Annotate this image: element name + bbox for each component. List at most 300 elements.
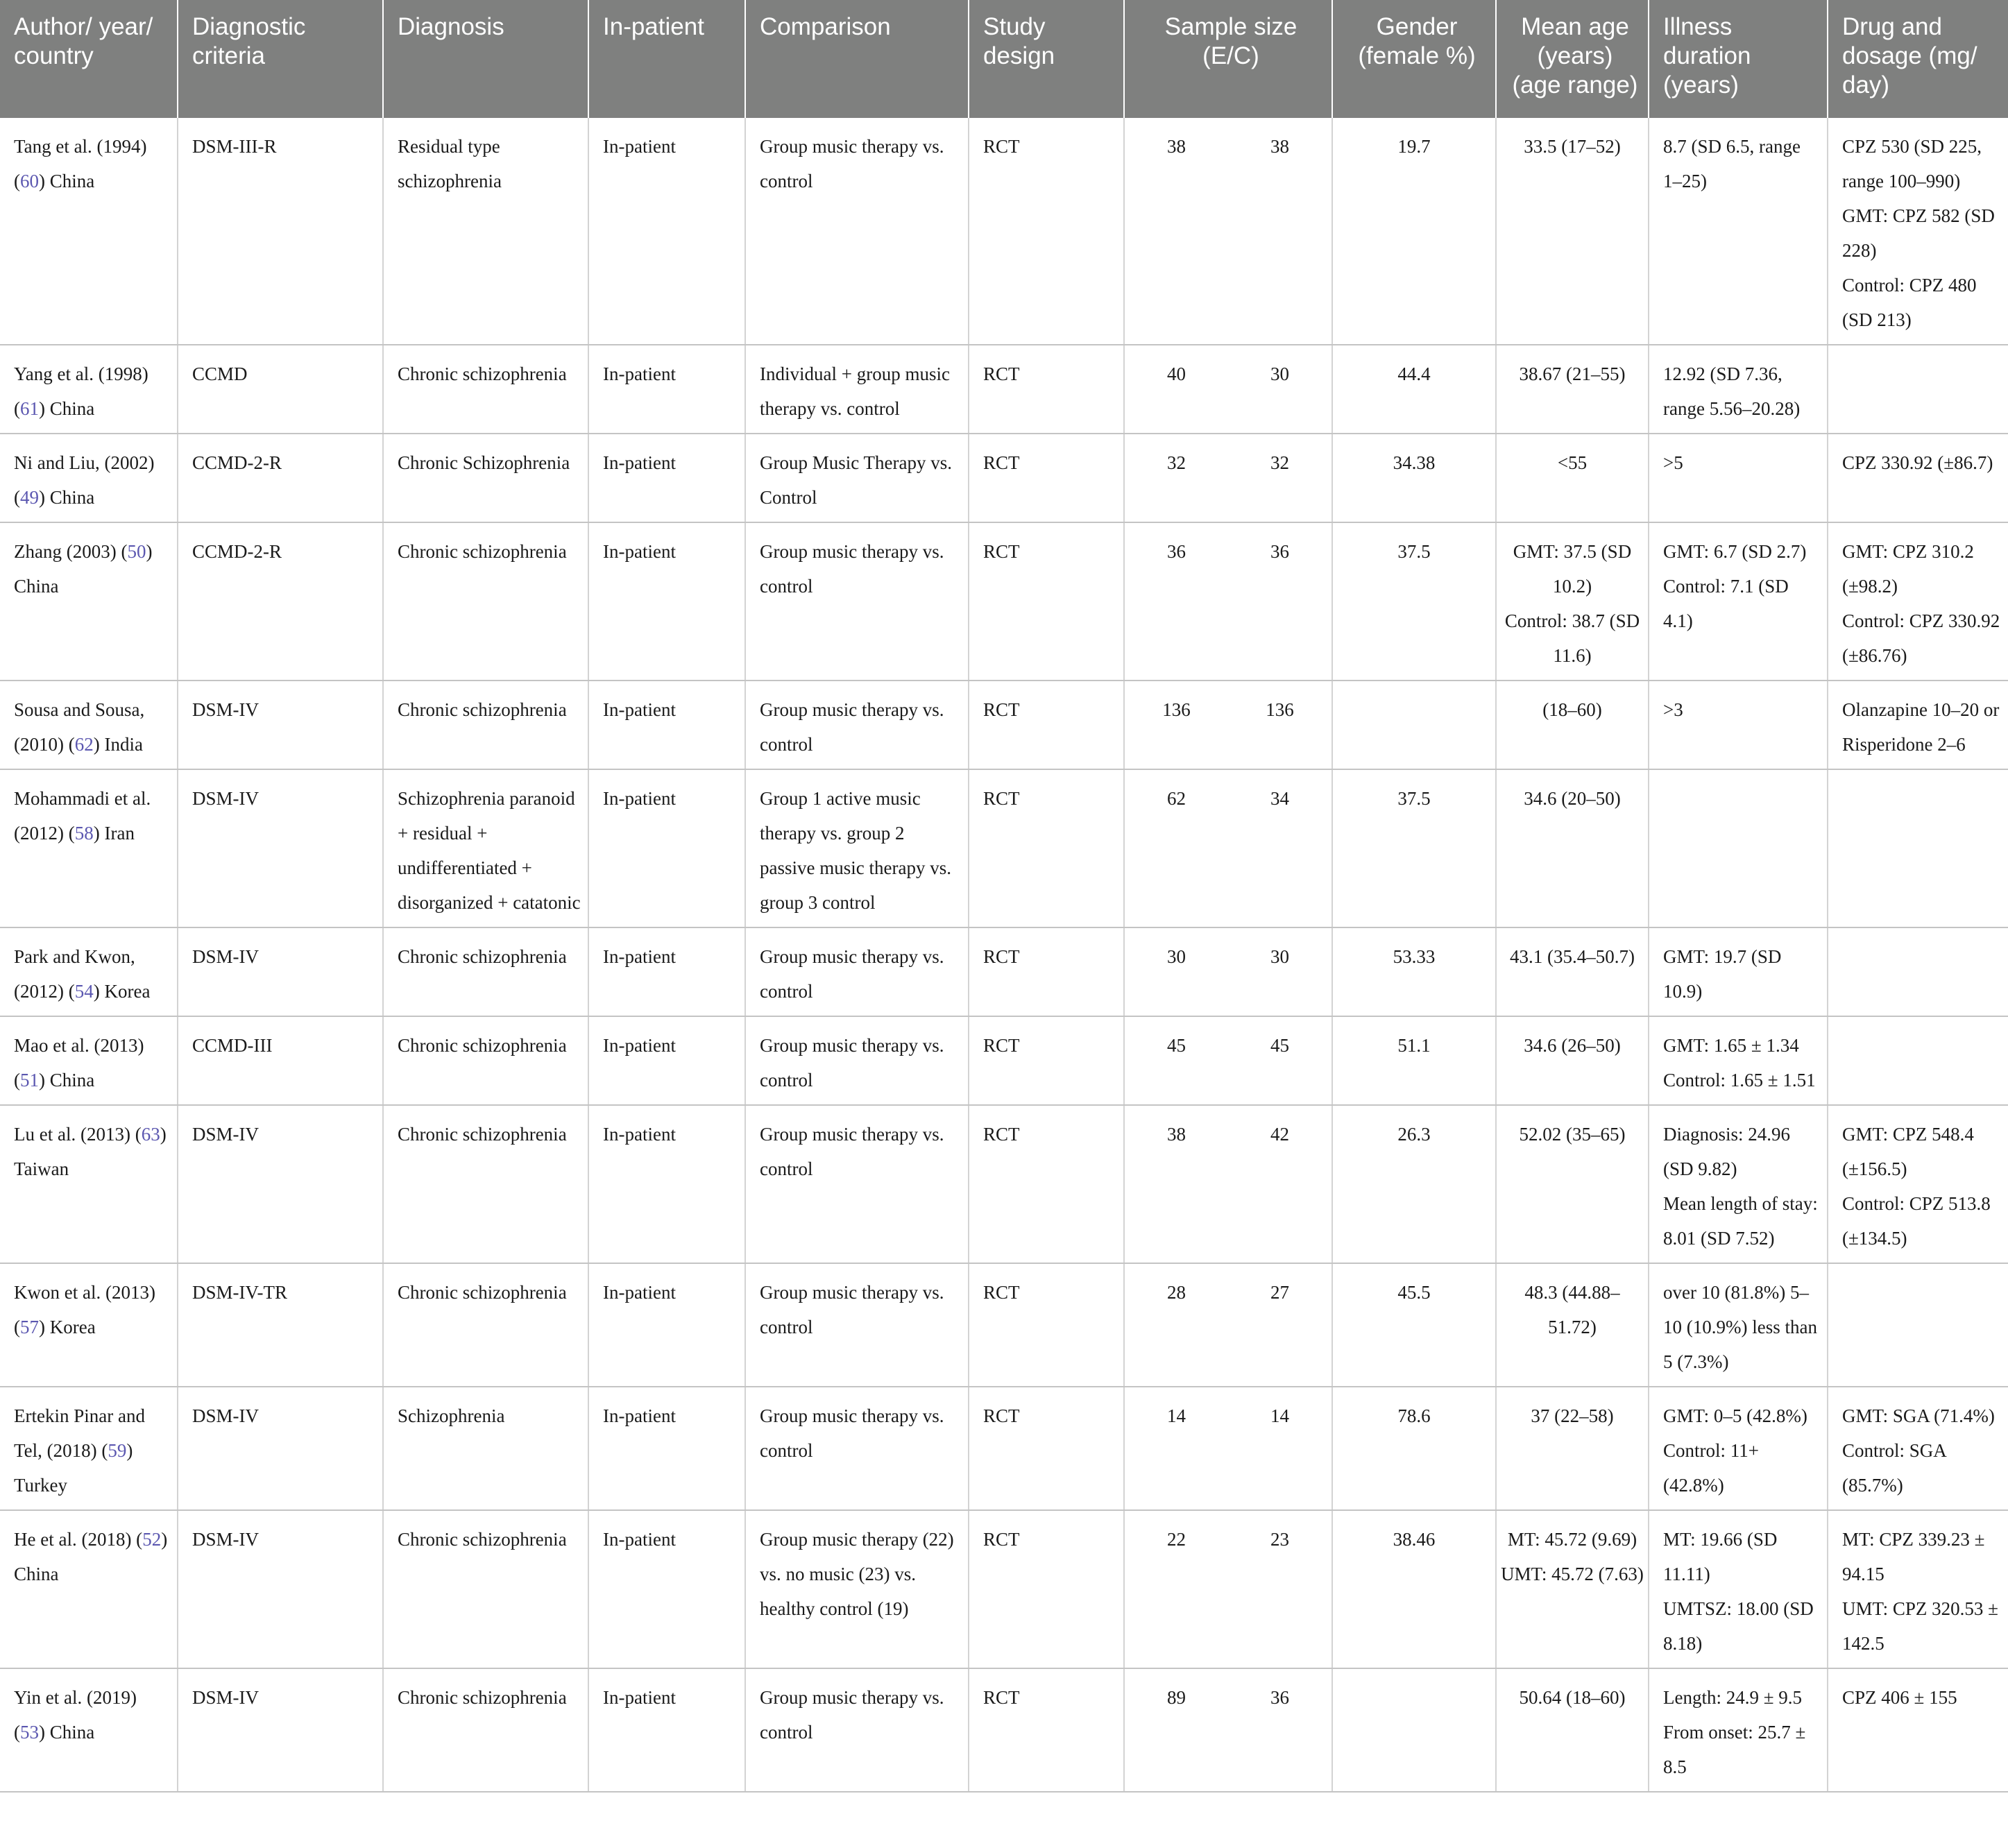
drug-cell: [1828, 1263, 2008, 1387]
study-design-text: RCT: [983, 1124, 1020, 1145]
diagnostic-criteria: DSM-IV: [192, 946, 259, 967]
sample-size-control: 38: [1270, 136, 1289, 157]
design-cell: [969, 434, 1124, 522]
inpatient-cell: [588, 1105, 745, 1263]
gender-cell: [1332, 1263, 1496, 1387]
author-country: ) Korea: [93, 981, 151, 1002]
table-row: [0, 345, 2008, 434]
drug-cell: [1828, 1387, 2008, 1510]
author-cell: [0, 345, 178, 434]
diagnosis-cell: [383, 1016, 588, 1105]
reference-number: 61: [20, 398, 39, 419]
author-cell: [0, 434, 178, 522]
comparison-cell: [745, 1263, 969, 1387]
author-cell: [0, 1668, 178, 1792]
study-design-text: RCT: [983, 946, 1020, 967]
drug-dosage-line: Control: SGA (85.7%): [1842, 1440, 1946, 1496]
age-cell: [1496, 522, 1649, 681]
author-country: ) Korea: [39, 1317, 96, 1337]
comparison-cell: [745, 927, 969, 1016]
comparison-cell: [745, 1016, 969, 1105]
inpatient-text: In-patient: [603, 1124, 676, 1145]
age-cell: [1496, 434, 1649, 522]
sample-c-cell: [1228, 345, 1332, 434]
author-text: Park and Kwon, (2012) (: [14, 946, 135, 1002]
drug-dosage-line: Control: CPZ 330.92 (±86.76): [1842, 610, 2000, 666]
sample-c-cell: [1228, 1016, 1332, 1105]
comparison-text: Individual + group music therapy vs. control: [760, 363, 950, 419]
header-sample-size: Sample size (E/C): [1124, 0, 1332, 118]
diagnostic-criteria: DSM-IV: [192, 699, 259, 720]
reference-number: 49: [20, 487, 39, 508]
illness-duration-line: >5: [1663, 452, 1683, 473]
age-cell: [1496, 1105, 1649, 1263]
inpatient-cell: [588, 927, 745, 1016]
inpatient-cell: [588, 434, 745, 522]
header-author: Author/ year/ country: [0, 0, 178, 118]
author-country: ) India: [93, 734, 143, 755]
inpatient-text: In-patient: [603, 1405, 676, 1426]
sample-size-control: 136: [1266, 699, 1294, 720]
illness-duration-line: over 10 (81.8%) 5–10 (10.9%) less than 5 (7.3%): [1663, 1282, 1817, 1372]
author-text: Mohammadi et al. (2012) (: [14, 788, 151, 844]
illness-duration-line: GMT: 6.7 (SD 2.7): [1663, 541, 1807, 562]
diagnostic-criteria: DSM-IV-TR: [192, 1282, 288, 1303]
gender-cell: [1332, 434, 1496, 522]
header-gender: Gender (female %): [1332, 0, 1496, 118]
inpatient-text: In-patient: [603, 541, 676, 562]
illness-duration-line: Length: 24.9 ± 9.5: [1663, 1687, 1803, 1708]
sample-size-control: 14: [1270, 1405, 1289, 1426]
sample-size-experimental: 22: [1167, 1529, 1186, 1550]
reference-number: 51: [20, 1070, 39, 1090]
duration-cell: [1649, 769, 1828, 927]
age-cell: [1496, 927, 1649, 1016]
sample-c-cell: [1228, 1510, 1332, 1668]
sample-size-experimental: 36: [1167, 541, 1186, 562]
comparison-cell: [745, 769, 969, 927]
study-design-text: RCT: [983, 1282, 1020, 1303]
sample-size-control: 30: [1270, 363, 1289, 384]
drug-cell: [1828, 434, 2008, 522]
gender-female-percent: 37.5: [1397, 788, 1431, 809]
drug-dosage-line: GMT: CPZ 310.2 (±98.2): [1842, 541, 1974, 597]
illness-duration-line: Mean length of stay: 8.01 (SD 7.52): [1663, 1193, 1818, 1249]
inpatient-cell: [588, 1510, 745, 1668]
sample-size-control: 30: [1270, 946, 1289, 967]
diagnostic-criteria: CCMD-III: [192, 1035, 273, 1056]
sample-size-experimental: 14: [1167, 1405, 1186, 1426]
study-design-text: RCT: [983, 452, 1020, 473]
criteria-cell: [178, 769, 383, 927]
author-cell: [0, 769, 178, 927]
sample-e-cell: [1124, 1387, 1228, 1510]
comparison-text: Group music therapy vs. control: [760, 1124, 944, 1179]
gender-cell: [1332, 681, 1496, 769]
age-cell: [1496, 118, 1649, 345]
criteria-cell: [178, 1510, 383, 1668]
header-drug-dosage: Drug and dosage (mg/ day): [1828, 0, 2008, 118]
drug-cell: [1828, 345, 2008, 434]
sample-c-cell: [1228, 1387, 1332, 1510]
mean-age-line: UMT: 45.72 (7.63): [1501, 1564, 1644, 1584]
design-cell: [969, 1016, 1124, 1105]
gender-cell: [1332, 769, 1496, 927]
gender-female-percent: 34.38: [1393, 452, 1436, 473]
duration-cell: [1649, 1668, 1828, 1792]
age-cell: [1496, 769, 1649, 927]
comparison-text: Group music therapy vs. control: [760, 1687, 944, 1743]
table-row: [0, 769, 2008, 927]
sample-c-cell: [1228, 769, 1332, 927]
gender-female-percent: 51.1: [1397, 1035, 1431, 1056]
diagnostic-criteria: DSM-IV: [192, 1687, 259, 1708]
sample-e-cell: [1124, 681, 1228, 769]
gender-cell: [1332, 1105, 1496, 1263]
sample-e-cell: [1124, 927, 1228, 1016]
sample-e-cell: [1124, 345, 1228, 434]
age-cell: [1496, 1263, 1649, 1387]
drug-dosage-line: MT: CPZ 339.23 ± 94.15: [1842, 1529, 1985, 1584]
gender-cell: [1332, 1016, 1496, 1105]
gender-cell: [1332, 345, 1496, 434]
inpatient-cell: [588, 118, 745, 345]
inpatient-cell: [588, 681, 745, 769]
table-row: [0, 1263, 2008, 1387]
sample-size-experimental: 38: [1167, 1124, 1186, 1145]
illness-duration-line: 8.7 (SD 6.5, range 1–25): [1663, 136, 1801, 191]
duration-cell: [1649, 522, 1828, 681]
sample-e-cell: [1124, 769, 1228, 927]
author-text: Yang et al. (1998) (: [14, 363, 148, 419]
study-design-text: RCT: [983, 363, 1020, 384]
sample-size-control: 42: [1270, 1124, 1289, 1145]
sample-size-experimental: 136: [1162, 699, 1191, 720]
author-country: ) Iran: [93, 823, 135, 844]
drug-dosage-line: CPZ 530 (SD 225, range 100–990): [1842, 136, 1982, 191]
author-text: Tang et al. (1994) (: [14, 136, 147, 191]
sample-e-cell: [1124, 434, 1228, 522]
reference-number: 59: [108, 1440, 127, 1461]
diagnosis-text: Chronic schizophrenia: [398, 699, 567, 720]
sample-size-experimental: 45: [1167, 1035, 1186, 1056]
mean-age-line: <55: [1557, 452, 1588, 473]
age-cell: [1496, 1387, 1649, 1510]
inpatient-text: In-patient: [603, 1282, 676, 1303]
sample-size-control: 34: [1270, 788, 1289, 809]
illness-duration-line: MT: 19.66 (SD 11.11): [1663, 1529, 1778, 1584]
drug-dosage-line: Control: CPZ 480 (SD 213): [1842, 275, 1977, 330]
criteria-cell: [178, 1668, 383, 1792]
header-comparison: Comparison: [745, 0, 969, 118]
table-body: [0, 118, 2008, 1792]
drug-dosage-line: GMT: CPZ 582 (SD 228): [1842, 205, 1995, 261]
gender-cell: [1332, 927, 1496, 1016]
age-cell: [1496, 681, 1649, 769]
mean-age-line: 33.5 (17–52): [1524, 136, 1621, 157]
author-text: Ertekin Pinar and Tel, (2018) (: [14, 1405, 145, 1461]
criteria-cell: [178, 345, 383, 434]
table-row: [0, 681, 2008, 769]
drug-cell: [1828, 1105, 2008, 1263]
study-design-text: RCT: [983, 1529, 1020, 1550]
gender-female-percent: 45.5: [1397, 1282, 1431, 1303]
mean-age-line: 52.02 (35–65): [1519, 1124, 1626, 1145]
comparison-cell: [745, 1387, 969, 1510]
author-cell: [0, 1263, 178, 1387]
drug-cell: [1828, 118, 2008, 345]
diagnosis-text: Chronic schizophrenia: [398, 1282, 567, 1303]
mean-age-line: MT: 45.72 (9.69): [1507, 1529, 1637, 1550]
sample-c-cell: [1228, 522, 1332, 681]
sample-size-experimental: 32: [1167, 452, 1186, 473]
diagnosis-cell: [383, 522, 588, 681]
diagnosis-text: Chronic schizophrenia: [398, 363, 567, 384]
diagnosis-text: Schizophrenia paranoid + residual + undifferentiated + disorganized + catatonic: [398, 788, 581, 913]
design-cell: [969, 118, 1124, 345]
gender-female-percent: 19.7: [1397, 136, 1431, 157]
sample-e-cell: [1124, 1263, 1228, 1387]
diagnostic-criteria: DSM-IV: [192, 1124, 259, 1145]
diagnosis-cell: [383, 1387, 588, 1510]
criteria-cell: [178, 118, 383, 345]
study-design-text: RCT: [983, 788, 1020, 809]
author-country: ) China: [39, 1070, 95, 1090]
comparison-text: Group music therapy vs. control: [760, 1405, 944, 1461]
gender-cell: [1332, 1668, 1496, 1792]
duration-cell: [1649, 345, 1828, 434]
author-country: ) Taiwan: [14, 1124, 167, 1179]
table-row: [0, 1510, 2008, 1668]
criteria-cell: [178, 681, 383, 769]
inpatient-text: In-patient: [603, 363, 676, 384]
illness-duration-line: GMT: 19.7 (SD 10.9): [1663, 946, 1782, 1002]
comparison-cell: [745, 118, 969, 345]
comparison-cell: [745, 434, 969, 522]
duration-cell: [1649, 1016, 1828, 1105]
reference-number: 52: [142, 1529, 162, 1550]
reference-number: 60: [20, 171, 39, 191]
sample-e-cell: [1124, 1016, 1228, 1105]
criteria-cell: [178, 1263, 383, 1387]
author-text: Sousa and Sousa, (2010) (: [14, 699, 145, 755]
diagnosis-text: Residual type schizophrenia: [398, 136, 502, 191]
mean-age-line: GMT: 37.5 (SD 10.2): [1513, 541, 1632, 597]
comparison-text: Group music therapy (22) vs. no music (23) vs. healthy control (19): [760, 1529, 954, 1619]
comparison-cell: [745, 681, 969, 769]
sample-size-experimental: 62: [1167, 788, 1186, 809]
author-country: ) China: [39, 487, 95, 508]
gender-female-percent: 44.4: [1397, 363, 1431, 384]
comparison-text: Group music therapy vs. control: [760, 541, 944, 597]
illness-duration-line: Diagnosis: 24.96 (SD 9.82): [1663, 1124, 1791, 1179]
diagnosis-text: Schizophrenia: [398, 1405, 505, 1426]
design-cell: [969, 1105, 1124, 1263]
drug-cell: [1828, 927, 2008, 1016]
design-cell: [969, 1510, 1124, 1668]
criteria-cell: [178, 1387, 383, 1510]
duration-cell: [1649, 434, 1828, 522]
illness-duration-line: GMT: 0–5 (42.8%): [1663, 1405, 1807, 1426]
study-design-text: RCT: [983, 1035, 1020, 1056]
study-design-text: RCT: [983, 699, 1020, 720]
criteria-cell: [178, 1105, 383, 1263]
table-row: [0, 1016, 2008, 1105]
drug-cell: [1828, 769, 2008, 927]
illness-duration-line: Control: 11+ (42.8%): [1663, 1440, 1759, 1496]
table-row: [0, 118, 2008, 345]
age-cell: [1496, 345, 1649, 434]
gender-female-percent: 38.46: [1393, 1529, 1436, 1550]
inpatient-text: In-patient: [603, 452, 676, 473]
header-mean-age: Mean age (years) (age range): [1496, 0, 1649, 118]
comparison-text: Group Music Therapy vs. Control: [760, 452, 952, 508]
gender-cell: [1332, 118, 1496, 345]
author-cell: [0, 1387, 178, 1510]
table-row: [0, 1105, 2008, 1263]
author-cell: [0, 1016, 178, 1105]
design-cell: [969, 681, 1124, 769]
table-row: [0, 1387, 2008, 1510]
diagnostic-criteria: DSM-IV: [192, 1529, 259, 1550]
drug-dosage-line: UMT: CPZ 320.53 ± 142.5: [1842, 1598, 1998, 1654]
inpatient-cell: [588, 345, 745, 434]
design-cell: [969, 1668, 1124, 1792]
design-cell: [969, 927, 1124, 1016]
reference-number: 62: [74, 734, 94, 755]
inpatient-cell: [588, 522, 745, 681]
mean-age-line: 34.6 (20–50): [1524, 788, 1621, 809]
diagnosis-cell: [383, 681, 588, 769]
age-cell: [1496, 1510, 1649, 1668]
diagnosis-text: Chronic schizophrenia: [398, 1529, 567, 1550]
sample-size-experimental: 28: [1167, 1282, 1186, 1303]
gender-female-percent: 78.6: [1397, 1405, 1431, 1426]
illness-duration-line: Control: 1.65 ± 1.51: [1663, 1070, 1816, 1090]
duration-cell: [1649, 118, 1828, 345]
sample-c-cell: [1228, 118, 1332, 345]
drug-cell: [1828, 681, 2008, 769]
gender-female-percent: 37.5: [1397, 541, 1431, 562]
illness-duration-line: >3: [1663, 699, 1683, 720]
gender-cell: [1332, 1510, 1496, 1668]
header-illness-duration: Illness duration (years): [1649, 0, 1828, 118]
diagnostic-criteria: CCMD: [192, 363, 248, 384]
drug-dosage-line: GMT: CPZ 548.4 (±156.5): [1842, 1124, 1974, 1179]
duration-cell: [1649, 1263, 1828, 1387]
sample-e-cell: [1124, 1510, 1228, 1668]
diagnosis-cell: [383, 434, 588, 522]
drug-cell: [1828, 1668, 2008, 1792]
reference-number: 57: [20, 1317, 39, 1337]
drug-cell: [1828, 1016, 2008, 1105]
comparison-text: Group music therapy vs. control: [760, 1035, 944, 1090]
sample-size-experimental: 89: [1167, 1687, 1186, 1708]
mean-age-line: 37 (22–58): [1531, 1405, 1614, 1426]
duration-cell: [1649, 681, 1828, 769]
age-cell: [1496, 1668, 1649, 1792]
author-text: He et al. (2018) (: [14, 1529, 143, 1550]
sample-size-experimental: 30: [1167, 946, 1186, 967]
duration-cell: [1649, 1105, 1828, 1263]
diagnosis-text: Chronic schizophrenia: [398, 541, 567, 562]
author-cell: [0, 927, 178, 1016]
author-country: ) China: [39, 398, 95, 419]
inpatient-cell: [588, 769, 745, 927]
sample-size-control: 36: [1270, 1687, 1289, 1708]
comparison-text: Group music therapy vs. control: [760, 699, 944, 755]
author-cell: [0, 1510, 178, 1668]
reference-number: 58: [74, 823, 94, 844]
comparison-text: Group music therapy vs. control: [760, 136, 944, 191]
diagnosis-cell: [383, 927, 588, 1016]
sample-c-cell: [1228, 1668, 1332, 1792]
author-country: ) China: [14, 541, 153, 597]
sample-size-control: 27: [1270, 1282, 1289, 1303]
illness-duration-line: GMT: 1.65 ± 1.34: [1663, 1035, 1799, 1056]
diagnostic-criteria: DSM-III-R: [192, 136, 277, 157]
comparison-text: Group music therapy vs. control: [760, 1282, 944, 1337]
sample-e-cell: [1124, 1105, 1228, 1263]
mean-age-line: (18–60): [1542, 699, 1602, 720]
gender-cell: [1332, 522, 1496, 681]
diagnosis-cell: [383, 1263, 588, 1387]
design-cell: [969, 769, 1124, 927]
inpatient-text: In-patient: [603, 1035, 676, 1056]
author-text: Lu et al. (2013) (: [14, 1124, 142, 1145]
drug-dosage-line: CPZ 406 ± 155: [1842, 1687, 1957, 1708]
inpatient-cell: [588, 1387, 745, 1510]
mean-age-line: 50.64 (18–60): [1519, 1687, 1626, 1708]
author-country: ) China: [39, 1722, 95, 1743]
sample-c-cell: [1228, 1263, 1332, 1387]
diagnosis-text: Chronic schizophrenia: [398, 1124, 567, 1145]
mean-age-line: 43.1 (35.4–50.7): [1510, 946, 1635, 967]
author-country: ) China: [14, 1529, 168, 1584]
sample-e-cell: [1124, 522, 1228, 681]
mean-age-line: 38.67 (21–55): [1519, 363, 1626, 384]
drug-cell: [1828, 1510, 2008, 1668]
inpatient-cell: [588, 1263, 745, 1387]
diagnostic-criteria: DSM-IV: [192, 1405, 259, 1426]
design-cell: [969, 1263, 1124, 1387]
gender-female-percent: 53.33: [1393, 946, 1436, 967]
sample-c-cell: [1228, 1105, 1332, 1263]
diagnostic-criteria: CCMD-2-R: [192, 541, 282, 562]
diagnosis-cell: [383, 1510, 588, 1668]
author-text: Zhang (2003) (: [14, 541, 128, 562]
diagnosis-cell: [383, 1105, 588, 1263]
reference-number: 53: [20, 1722, 39, 1743]
header-diagnostic-criteria: Diagnostic criteria: [178, 0, 383, 118]
drug-dosage-line: Control: CPZ 513.8 (±134.5): [1842, 1193, 1991, 1249]
duration-cell: [1649, 1387, 1828, 1510]
table-row: [0, 927, 2008, 1016]
author-text: Yin et al. (2019) (: [14, 1687, 137, 1743]
study-design-text: RCT: [983, 1687, 1020, 1708]
reference-number: 54: [74, 981, 94, 1002]
criteria-cell: [178, 1016, 383, 1105]
diagnostic-criteria: CCMD-2-R: [192, 452, 282, 473]
drug-dosage-line: CPZ 330.92 (±86.7): [1842, 452, 1993, 473]
author-cell: [0, 1105, 178, 1263]
drug-dosage-line: Olanzapine 10–20 or Risperidone 2–6: [1842, 699, 2000, 755]
drug-cell: [1828, 522, 2008, 681]
criteria-cell: [178, 927, 383, 1016]
sample-e-cell: [1124, 118, 1228, 345]
criteria-cell: [178, 522, 383, 681]
sample-size-experimental: 40: [1167, 363, 1186, 384]
